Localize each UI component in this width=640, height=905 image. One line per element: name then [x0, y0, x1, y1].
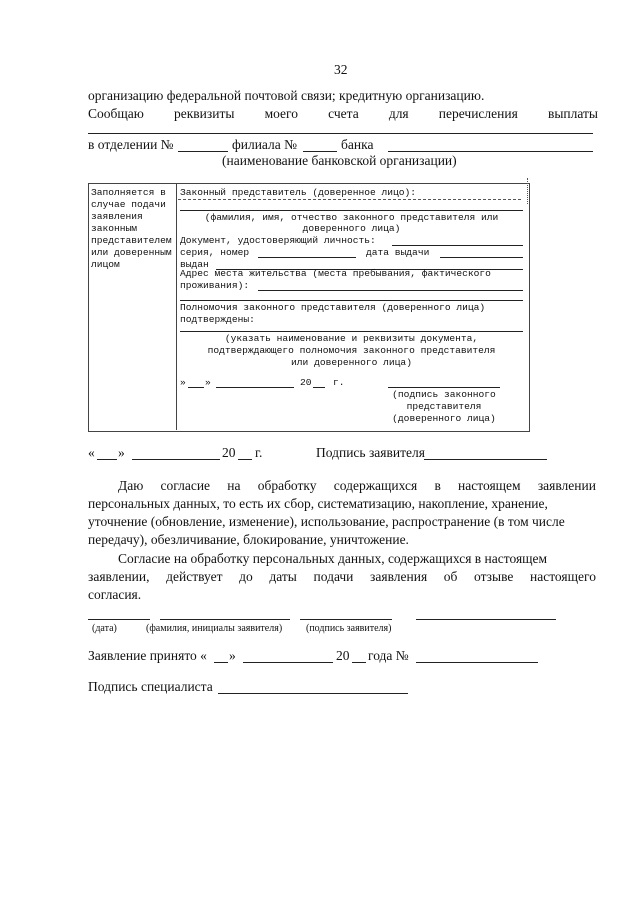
applicant-signature-label: Подпись заявителя [316, 445, 425, 460]
consent-p1-line4: передачу), обезличивание, блокирование, уничтожение. [88, 532, 409, 547]
left-note-line: Заполняется в [91, 187, 166, 198]
bank-name-line[interactable] [388, 151, 593, 152]
accepted-month-line[interactable] [243, 662, 333, 663]
consent-word: до [239, 569, 253, 584]
applicant-year-suffix: г. [255, 445, 263, 460]
issued-by-label: выдан [180, 259, 209, 270]
rep-date-year-line[interactable] [313, 387, 325, 388]
accepted-year-line[interactable] [352, 662, 366, 663]
address-line-2[interactable] [180, 300, 523, 301]
consent-name-caption: (фамилия, инициалы заявителя) [146, 623, 283, 634]
intro-word: выплаты [547, 106, 598, 121]
powers-label-1: Полномочия законного представителя (доверенного лица) [180, 302, 486, 313]
left-note-line: случае подачи [91, 199, 166, 210]
left-note-line: представителем [91, 235, 172, 246]
consent-word: настоящего [529, 569, 596, 584]
rep-date-suffix: г. [333, 377, 345, 388]
page-number: 32 [334, 62, 348, 77]
consent-date-line[interactable] [88, 619, 150, 620]
filial-label: филиала № [232, 137, 298, 152]
consent-p1-line2: персональных данных, то есть их сбор, систематизацию, накопление, хранение, [88, 496, 548, 511]
accepted-number-line[interactable] [416, 662, 538, 663]
consent-p2-line2 [88, 569, 596, 585]
rep-date-open: » [180, 377, 186, 388]
series-label: серия, номер [180, 247, 250, 258]
doc-caption-line: или доверенного лица) [291, 357, 412, 368]
left-note-line: лицом [91, 259, 120, 270]
applicant-month-line[interactable] [132, 459, 220, 460]
applicant-date-open: « [88, 445, 95, 460]
intro-word: для [388, 106, 409, 121]
bank-caption: (наименование банковской организации) [222, 153, 457, 168]
consent-word: Даю [118, 478, 144, 493]
applicant-year-line[interactable] [238, 459, 252, 460]
consent-word: подачи [313, 569, 354, 584]
powers-doc-caption [180, 333, 523, 369]
intro-word: Сообщаю [88, 106, 144, 121]
powers-label-2: подтверждены: [180, 314, 255, 325]
doc-caption-line: (указать наименование и реквизиты документа, [224, 333, 479, 344]
consent-word: даты [269, 569, 297, 584]
issue-date-label: дата выдачи [366, 247, 430, 258]
consent-word: заявления [370, 569, 428, 584]
fio-caption-line: (фамилия, имя, отчество законного представителя или [204, 212, 499, 223]
applicant-date-close: » [118, 445, 125, 460]
consent-p2-line1: Согласие на обработку персональных данных, содержащихся в настоящем [118, 551, 548, 566]
powers-line-1[interactable] [180, 331, 523, 332]
consent-name-line[interactable] [160, 619, 290, 620]
doc-caption-line: подтверждающего полномочия законного представителя [207, 345, 496, 356]
intro-line-1: организацию федеральной почтовой связи; кредитную организацию. [88, 88, 485, 103]
applicant-day-line[interactable] [97, 459, 117, 460]
consent-sign-caption: (подпись заявителя) [306, 623, 392, 634]
fio-caption [180, 212, 523, 234]
applicant-signature-line[interactable] [424, 459, 547, 460]
consent-word: заявлении [537, 478, 596, 493]
consent-word: обработку [257, 478, 317, 493]
consent-sign-line[interactable] [300, 619, 392, 620]
rep-date-close: » [205, 377, 211, 388]
box-left-note [91, 187, 172, 271]
branch-number-line[interactable] [178, 151, 228, 152]
consent-word: об [443, 569, 458, 584]
consent-word: действует [166, 569, 223, 584]
consent-word: на [227, 478, 241, 493]
consent-p1-line3: уточнение (обновление, изменение), использование, распространение (в том числе [88, 514, 565, 529]
accepted-prefix: Заявление принято « [88, 648, 207, 663]
rep-signature-line[interactable] [388, 387, 500, 388]
consent-p2-line3: согласия. [88, 587, 142, 602]
id-doc-label: Документ, удостоверяющий личность: [180, 235, 376, 246]
bank-label: банка [341, 137, 374, 152]
intro-word: моего [264, 106, 298, 121]
left-note-line: или доверенным [91, 247, 172, 258]
box-right-tick [527, 178, 528, 204]
consent-date-caption: (дата) [92, 623, 117, 634]
address-label-1: Адрес места жительства (места пребывания, фактического [180, 268, 491, 279]
consent-word: содержащихся [333, 478, 418, 493]
address-label-2: проживания): [180, 280, 250, 291]
intro-word: реквизиты [174, 106, 235, 121]
left-note-line: заявления [91, 211, 143, 222]
rep-date-day-line[interactable] [188, 387, 204, 388]
applicant-year: 20 [222, 445, 236, 460]
accepted-year-suffix: года № [368, 648, 409, 663]
intro-word: перечисления [438, 106, 518, 121]
issue-date-line[interactable] [440, 257, 523, 258]
consent-word: отзыве [474, 569, 514, 584]
consent-p1-line1 [118, 478, 596, 494]
representative-box-divider [176, 183, 177, 430]
rep-date-year: 20 [300, 377, 312, 388]
sign-caption-line: представителя [406, 401, 482, 412]
address-line-1[interactable] [258, 290, 523, 291]
account-number-line[interactable] [88, 133, 593, 134]
accepted-day-line[interactable] [214, 662, 228, 663]
id-doc-line[interactable] [392, 245, 523, 246]
filial-number-line[interactable] [303, 151, 337, 152]
specialist-label: Подпись специалиста [88, 679, 213, 694]
consent-word: согласие [160, 478, 211, 493]
consent-word: настоящем [458, 478, 521, 493]
intro-line-2 [88, 106, 598, 122]
consent-word: заявлении, [88, 569, 150, 584]
fio-caption-line: доверенного лица) [302, 223, 401, 234]
branch-prefix: в отделении № [88, 137, 174, 152]
accepted-quote-close: » [229, 648, 236, 663]
sign-caption-line: (подпись законного [392, 389, 496, 400]
legal-rep-underline [178, 199, 521, 200]
intro-word: счета [328, 106, 359, 121]
rep-sign-caption [388, 389, 500, 425]
consent-word: в [434, 478, 441, 493]
legal-rep-label: Законный представитель (доверенное лицо): [180, 187, 417, 198]
series-line[interactable] [258, 257, 356, 258]
consent-extra-line[interactable] [416, 619, 556, 620]
rep-date-month-line[interactable] [216, 387, 294, 388]
sign-caption-line: (доверенного лица) [392, 413, 496, 424]
accepted-year: 20 [336, 648, 350, 663]
specialist-signature-line[interactable] [218, 693, 408, 694]
legal-rep-fio-line[interactable] [180, 210, 523, 211]
left-note-line: законным [91, 223, 138, 234]
